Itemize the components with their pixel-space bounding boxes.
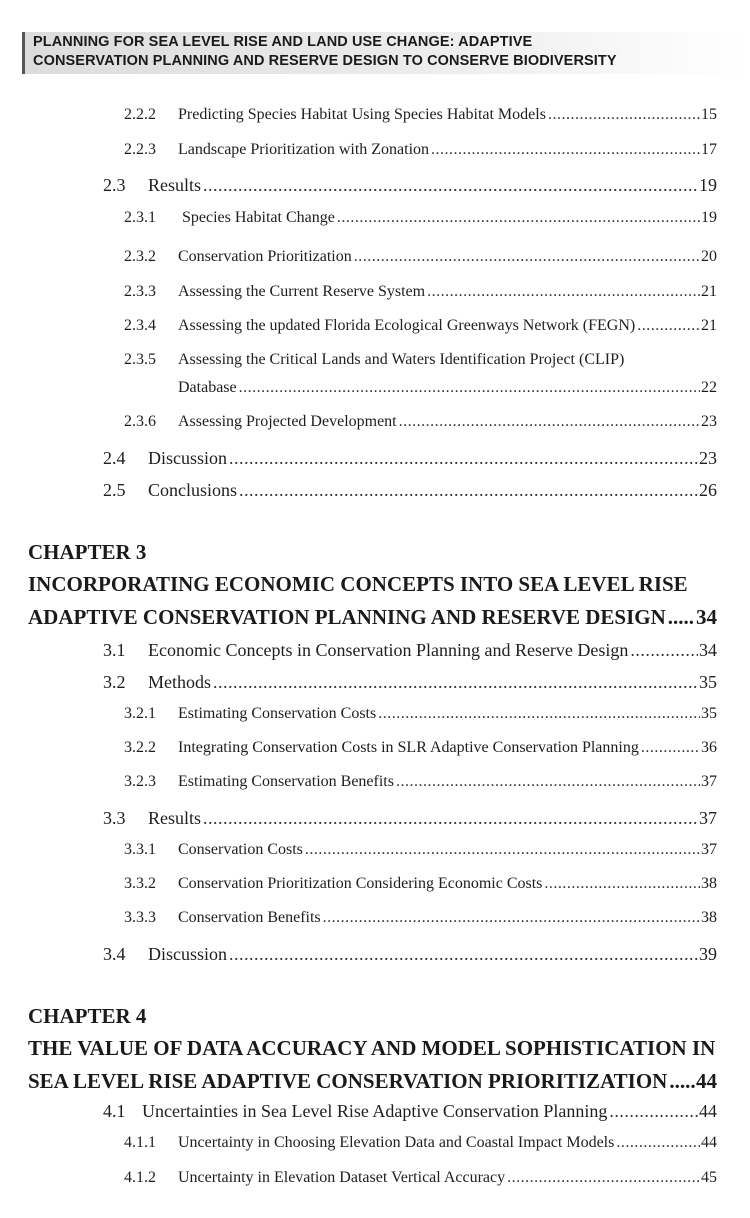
section-number: 3.2 (103, 672, 126, 692)
dot-leader (399, 413, 700, 431)
page-number: 35 (701, 705, 717, 722)
page-number: 21 (701, 283, 717, 300)
section-number: 4.1.2 (124, 1169, 156, 1186)
section-number: 3.3 (103, 808, 126, 828)
toc-entry (103, 480, 717, 501)
chapter-title-line-2 (28, 605, 717, 630)
toc-entry (124, 106, 717, 124)
section-title: Assessing the Current Reserve System (178, 283, 426, 300)
section-title: Assessing the Critical Lands and Waters Identification Project (CLIP) (178, 351, 625, 368)
dot-leader (637, 317, 700, 335)
section-number: 2.5 (103, 480, 126, 500)
header-line-1: PLANNING FOR SEA LEVEL RISE AND LAND USE CHANGE: ADAPTIVE (33, 34, 533, 50)
chapter-label: CHAPTER 3 (28, 540, 147, 564)
page-number: 23 (701, 413, 717, 430)
section-title: Landscape Prioritization with Zonation (178, 141, 430, 158)
section-number: 2.3.5 (124, 351, 156, 368)
toc-entry (124, 909, 717, 927)
section-title: Results (148, 808, 202, 828)
page-number: 45 (701, 1169, 717, 1186)
section-title: Assessing the updated Florida Ecological Greenways Network (FEGN) (178, 317, 636, 334)
page-number: 37 (701, 841, 717, 858)
dot-leader (239, 480, 698, 501)
page-number: 21 (701, 317, 717, 334)
section-number: 2.2.3 (124, 141, 156, 158)
section-title: Conservation Prioritization (178, 248, 352, 265)
dot-leader (668, 605, 695, 630)
section-title: Uncertainty in Choosing Elevation Data and Coastal Impact Models (178, 1134, 615, 1151)
section-number: 2.3.1 (124, 209, 156, 226)
dot-leader (616, 1134, 700, 1152)
toc-entry (124, 1134, 717, 1152)
dot-leader (229, 448, 698, 469)
section-number: 2.3 (103, 175, 126, 195)
dot-leader (609, 1101, 698, 1122)
page-number: 23 (699, 448, 717, 468)
toc-entry (124, 248, 717, 266)
dot-leader (229, 944, 698, 965)
section-number: 3.4 (103, 944, 126, 964)
section-title: Discussion (148, 448, 228, 468)
section-title: Predicting Species Habitat Using Species Habitat Models (178, 106, 546, 123)
dot-leader (427, 283, 700, 301)
page-number: 37 (701, 773, 717, 790)
section-title: Conservation Costs (178, 841, 303, 858)
dot-leader (396, 773, 700, 791)
page-number: 44 (699, 1101, 717, 1121)
dot-leader (548, 106, 700, 124)
section-number: 4.1 (103, 1101, 126, 1121)
dot-leader (507, 1169, 700, 1187)
page-number: 34 (696, 605, 717, 629)
page-number: 38 (701, 875, 717, 892)
section-number: 2.3.4 (124, 317, 156, 334)
section-number: 3.3.2 (124, 875, 156, 892)
page-number: 37 (699, 808, 717, 828)
toc-entry (124, 413, 717, 431)
toc-entry (124, 773, 717, 791)
toc-entry (124, 283, 717, 301)
chapter-title-line-1: THE VALUE OF DATA ACCURACY AND MODEL SOPHISTICATION IN (28, 1036, 716, 1060)
page-number: 44 (696, 1069, 717, 1093)
dot-leader (203, 808, 698, 829)
page-number: 36 (701, 739, 717, 756)
toc-entry (124, 209, 717, 227)
toc-entry (124, 141, 717, 159)
section-number: 3.2.3 (124, 773, 156, 790)
toc-entry (103, 640, 717, 661)
section-number: 3.1 (103, 640, 126, 660)
chapter-title-line-1: INCORPORATING ECONOMIC CONCEPTS INTO SEA LEVEL RISE (28, 572, 688, 596)
toc-entry (103, 448, 717, 469)
dot-leader (203, 175, 698, 196)
page-number: 39 (699, 944, 717, 964)
dot-leader (323, 909, 700, 927)
section-title: Estimating Conservation Costs (178, 705, 377, 722)
dot-leader (544, 875, 700, 893)
toc-entry (103, 672, 717, 693)
section-title: Uncertainties in Sea Level Rise Adaptive Conservation Planning (142, 1101, 608, 1121)
section-title: Estimating Conservation Benefits (178, 773, 394, 790)
section-title: Integrating Conservation Costs in SLR Adaptive Conservation Planning (178, 739, 639, 756)
dot-leader (213, 672, 698, 693)
toc-entry (124, 841, 717, 859)
toc-entry (103, 1101, 717, 1122)
dot-leader (239, 379, 700, 397)
chapter-title: ADAPTIVE CONSERVATION PLANNING AND RESERVE DESIGN (28, 605, 666, 629)
section-title: Species Habitat Change (178, 209, 335, 226)
dot-leader (378, 705, 700, 723)
toc-entry (103, 944, 717, 965)
section-title: Uncertainty in Elevation Dataset Vertical Accuracy (178, 1169, 506, 1186)
section-title: Discussion (148, 944, 228, 964)
toc-entry (124, 739, 717, 757)
section-title: Economic Concepts in Conservation Planning and Reserve Design (148, 640, 629, 660)
section-number: 3.3.3 (124, 909, 156, 926)
section-number: 3.2.2 (124, 739, 156, 756)
running-header (22, 32, 750, 74)
section-number: 2.3.6 (124, 413, 156, 430)
section-number: 3.3.1 (124, 841, 156, 858)
toc-entry (103, 808, 717, 829)
toc-entry (124, 875, 717, 893)
toc-entry-continuation (178, 379, 717, 397)
section-number: 4.1.1 (124, 1134, 156, 1151)
dot-leader (630, 640, 698, 661)
toc-entry (124, 351, 717, 369)
section-number: 2.3.3 (124, 283, 156, 300)
page-number: 34 (699, 640, 717, 660)
dot-leader (431, 141, 700, 159)
header-line-2: CONSERVATION PLANNING AND RESERVE DESIGN TO CONSERVE BIODIVERSITY (33, 53, 617, 69)
page-number: 15 (701, 106, 717, 123)
toc-entry (103, 175, 717, 196)
page-number: 38 (701, 909, 717, 926)
page-number: 17 (701, 141, 717, 158)
section-title: Results (148, 175, 202, 195)
page-number: 26 (699, 480, 717, 500)
dot-leader (669, 1069, 695, 1094)
page-number: 19 (699, 175, 717, 195)
section-number: 2.3.2 (124, 248, 156, 265)
dot-leader (305, 841, 700, 859)
section-title: Conservation Prioritization Considering Economic Costs (178, 875, 543, 892)
section-title: Methods (148, 672, 211, 692)
section-number: 2.2.2 (124, 106, 156, 123)
dot-leader (641, 739, 700, 757)
section-title: Assessing Projected Development (178, 413, 397, 430)
toc-entry (124, 1169, 717, 1187)
page-number: 44 (701, 1134, 717, 1151)
page-number: 19 (701, 209, 717, 226)
dot-leader (337, 209, 700, 227)
chapter-title-line-2 (28, 1069, 717, 1094)
section-number: 3.2.1 (124, 705, 156, 722)
section-title: Database (178, 379, 237, 396)
chapter-title: SEA LEVEL RISE ADAPTIVE CONSERVATION PRIORITIZATION (28, 1069, 668, 1093)
toc-entry (124, 705, 717, 723)
page-number: 35 (699, 672, 717, 692)
section-title: Conclusions (148, 480, 238, 500)
chapter-label: CHAPTER 4 (28, 1004, 147, 1028)
toc-entry (124, 317, 717, 335)
dot-leader (354, 248, 700, 266)
section-title: Conservation Benefits (178, 909, 321, 926)
page-number: 22 (701, 379, 717, 396)
page-number: 20 (701, 248, 717, 265)
section-number: 2.4 (103, 448, 126, 468)
